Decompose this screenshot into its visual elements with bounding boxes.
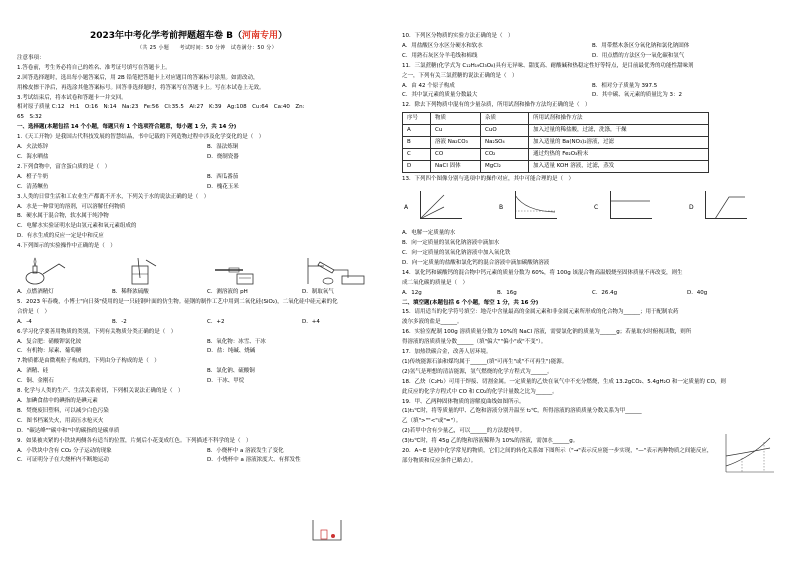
option: D．制取氧气 — [302, 289, 334, 296]
option: D．烧制瓷器 — [207, 153, 239, 160]
question-text: 8. 化学与人类的生产、生活关系密切，下列相关说法正确的是（ ） — [17, 388, 184, 395]
question-options — [17, 318, 397, 328]
question-text: 成二氧化碳的质量是（ ） — [402, 279, 469, 286]
note-line: 3.考试结束后，将本试卷和答题卡一并交回。 — [17, 94, 127, 101]
question-options — [17, 456, 397, 466]
question-text: 6.学习化学要善用物质的类别，下列有关物质分类正确的是（ ） — [17, 328, 177, 335]
option: D．向一定质量的盐酸和氯化钙的混合溶液中滴加碳酸钠溶液 — [402, 259, 550, 266]
option: A．复合肥：硝酸钾氯化铵 — [17, 338, 82, 345]
question-text: 1.《天工开物》是我国古代科技发展的智慧结晶，书中记载的下列造物过程中涉及化学变化的是（ ） — [17, 134, 265, 141]
table-row — [403, 161, 709, 173]
solubility-curve-figure — [720, 432, 776, 481]
table-row — [403, 125, 709, 137]
question-text: 合价是（ ） — [17, 308, 51, 315]
ph-test-figure — [207, 256, 302, 286]
sub-question: 乙（填">""<"或"="）。 — [402, 418, 462, 425]
question-text: 16．实验室配制 100g 溶质质量分数为 10%的 NaCl 溶液，需要氯化钠的质量为______g；若量取水时俯视读数，则所 — [402, 329, 692, 336]
option: C．清蒸鳜鱼 — [17, 183, 49, 190]
option: B．氯化钠、硫酸铜 — [207, 368, 255, 375]
note-line: 注意事项： — [17, 54, 45, 61]
atomic-mass-line: 65 S:32 — [17, 114, 42, 121]
graph-options — [402, 187, 782, 227]
option: B．16g — [497, 289, 517, 296]
note-line: 用橡皮擦干净后，再选涂其他答案标号。回答非选择题时，将答案写在答题卡上。写在本试卷上无效。 — [17, 84, 265, 91]
table-header-cell: 所用试剂和操作方法 — [529, 113, 709, 125]
note-line: 2.回答选择题时，选出每小题答案后，用 2B 铅笔把答题卡上对应题目的答案标号涂黑。如需改动， — [17, 74, 259, 81]
graph-letter: B — [499, 204, 504, 212]
question-options — [17, 377, 397, 387]
question-options — [402, 82, 782, 92]
question-text: 得溶液的溶质质量分数______（填"偏大""偏小"或"不变"）。 — [402, 339, 547, 346]
table-cell: Na₂SO₄ — [481, 137, 529, 149]
table-header-cell: 序号 — [403, 113, 431, 125]
page-title: 2023年中考化学考前押题超车卷 B（河南专用） — [90, 31, 288, 41]
question-options — [17, 153, 397, 163]
option: C．其中氯元素的质量分数最大 — [402, 92, 478, 99]
atomic-mass-line: 相对原子质量 C:12 H:1 O:16 N:14 Na:23 Fe:56 Cl:35.5 Al:27 K:39 Ag:108 Cu:64 Ca:40 Zn: — [17, 104, 305, 111]
option: C．图书档案失火，用高压水枪灭火 — [17, 417, 104, 424]
table-cell: 加入过量的稀盐酸，过滤，洗涤，干燥 — [529, 125, 709, 137]
question-text: 15．请用适当的化学符号填空：地壳中含量最高的金属元素和非金属元素所形成的化合物为______；用于配制农药 — [402, 309, 679, 316]
table-cell: CuO — [481, 125, 529, 137]
option: B．氧化物：冰雪、干冰 — [207, 338, 266, 345]
question-options — [17, 288, 397, 298]
table-cell: 加入适量 KOH 溶液，过滤，蒸发 — [529, 161, 709, 173]
question-options — [402, 289, 782, 299]
option: C．有机物：尿素、葡萄糖 — [17, 348, 82, 355]
section-heading: 一、选择题(本题包括 14 个小题，每题只有 1 个选项符合题意，每小题 1 分，共 14 分) — [17, 124, 237, 131]
option: D．槐花玉米 — [207, 183, 239, 190]
question-text: 20．A~E 是初中化学常见的物质，它们之间的转化关系如下图所示（"→"表示反应能一步实现，"—"表示两种物质之间能反应， — [402, 448, 713, 455]
question-text: 部分物质和反应条件已略去）。 — [402, 458, 477, 464]
graph-c — [592, 187, 687, 225]
table-cell: 通过灼热的 Fe₂O₃粉末 — [529, 149, 709, 161]
right-column — [402, 32, 782, 467]
option: C．测溶液的 pH — [207, 289, 248, 296]
option: A．橙子牛奶 — [17, 173, 49, 180]
question-options — [17, 173, 397, 183]
lab-operation-figures — [17, 254, 397, 286]
table-cell: CO₂ — [481, 149, 529, 161]
table-cell: B — [403, 137, 431, 149]
option: D．40g — [687, 289, 708, 296]
option: D．盐：纯碱、烧碱 — [207, 348, 256, 355]
option: B．稀释浓硫酸 — [112, 289, 149, 296]
table-cell: 溶液 Na₂CO₃ — [431, 137, 481, 149]
option: A．酒精、硅 — [17, 368, 49, 375]
impurity-table — [402, 112, 709, 173]
option: B．用带燃木条区分氧化钠和氯化钠固体 — [592, 42, 690, 49]
table-cell: Cu — [431, 125, 481, 137]
option: C．铜、金刚石 — [17, 378, 54, 385]
table-row — [403, 149, 709, 161]
question-options — [17, 367, 397, 377]
question-text: 此反应的化学方程式中 CO 和 CO₂的化学计量数之比为______。 — [402, 388, 558, 395]
table-row — [403, 137, 709, 149]
table-cell: NaCl 固体 — [431, 161, 481, 173]
question-text: 11．三氯蔗糖(化学式为 C₁₂H₁₉Cl₃O₈)具有无异味、甜度高、耐酸碱和热稳定性好等特点，是目前最优秀的功能性甜味剂 — [402, 62, 694, 69]
alcohol-lamp-figure — [17, 256, 112, 286]
question-options — [402, 52, 782, 62]
question-text: 7.物质都是由微观粒子构成的，下列由分子构成的是（ ） — [17, 358, 160, 365]
question-options — [17, 183, 397, 193]
table-header-cell: 物质 — [431, 113, 481, 125]
question-options — [17, 447, 397, 457]
question-text: 9．如果被夹紧的小铁块两侧各有适当的位置，片刻后小花变成红色。下列描述不科学的是（ ） — [17, 437, 252, 444]
option: C．+2 — [207, 318, 225, 325]
sub-question: (1)t₁℃时，将等质量的甲、乙饱和溶液分别升温至 t₂℃，所得溶液的溶质质量分数关系为甲______ — [402, 408, 642, 415]
table-header-row — [403, 113, 709, 125]
graph-letter: C — [594, 204, 599, 212]
option: A．水是一种常见的溶剂，可以溶解任何物质 — [17, 203, 126, 210]
option: B．-2 — [112, 318, 127, 325]
table-header-cell: 杂质 — [481, 113, 529, 125]
region-label: 河南专用 — [242, 31, 279, 41]
option: B．焚烧废旧塑料，可以减少白色污染 — [17, 407, 109, 414]
question-text: 18．乙炔（C₂H₂）可用于焊接、切割金属。一定质量的乙炔在氧气中不充分燃烧，生成 13.2gCO₂、5.4gH₂O 和一定质量的 CO，则 — [402, 378, 726, 385]
graph-letter: D — [689, 204, 694, 212]
option: A．小铁块中含有 CO₂ 分子运动的现象 — [17, 447, 112, 454]
option: B．硬水属于混合物，软水属于纯净物 — [17, 213, 109, 220]
left-column — [17, 30, 397, 466]
option: C．26.4g — [592, 289, 618, 296]
option: A．12g — [402, 289, 422, 296]
question-text: 2.下列食物中，富含蛋白质的是（ ） — [17, 163, 111, 170]
question-options — [17, 347, 397, 357]
oxygen-setup-figure — [302, 256, 397, 286]
option: D．干冰、甲烷 — [207, 378, 245, 385]
table-cell: CO — [431, 149, 481, 161]
question-text: 5．2023 年春晚，小博士"向日葵"使用的是一只硅钢叶面的仿生物。硅钢的制作工艺中用到二氧化硅(SiO₂)，二氧化硅中硅元素的化 — [17, 298, 338, 305]
question-text: 12．除去下列物质中混有的少量杂质，所用试剂和操作方法均正确的是（ ） — [402, 102, 591, 109]
question-options — [402, 91, 782, 101]
option: D．用点燃的方法区分一氧化碳和氢气 — [592, 52, 685, 59]
dilute-sulfuric-acid-figure — [112, 256, 207, 286]
question-text: 波尔多液的盐是______。 — [402, 319, 463, 326]
option: C．向一定质量的氢氧化钠溶液中加入氧化铁 — [402, 249, 511, 256]
section-heading: 二、填空题(本题包括 6 个小题，每空 1 分，共 16 分) — [402, 299, 539, 306]
option: B．西瓜番茄 — [207, 173, 239, 180]
question-text: 17．加热铁碳合金，改善人居环境。 — [402, 349, 492, 356]
option: B．相对分子质量为 397.5 — [592, 82, 658, 89]
graph-b — [497, 187, 592, 225]
question-text: 之一，下列有关三氯蔗糖的说法正确的是（ ） — [402, 72, 518, 79]
note-line: 1.答卷前，考生务必将自己的姓名、准考证号填写在答题卡上。 — [17, 64, 171, 71]
table-cell: MgCl₂ — [481, 161, 529, 173]
option: C．电解水实验证明水是由氢元素和氧元素组成的 — [17, 223, 137, 230]
option: C．可证明分子在大烧杯内不断地运动 — [17, 457, 109, 464]
question-options — [17, 338, 397, 348]
option: A．-4 — [17, 318, 32, 325]
option: A．电解一定质量的水 — [402, 230, 456, 237]
sub-question: (3)t₂℃时，将 45g 乙的饱和溶液稀释为 10%的溶液，需加水______g。 — [402, 438, 579, 445]
graph-d — [687, 187, 782, 225]
graph-a — [402, 187, 497, 225]
question-text: 19．甲、乙两种固体物质的溶解度曲线如图所示。 — [402, 398, 525, 405]
option: D．小烧杯中 a 溶液浓度大、有挥发性 — [207, 457, 301, 464]
table-cell: A — [403, 125, 431, 137]
option: D．+4 — [302, 318, 320, 325]
option: A．用盐酸区分水区分硬水和软水 — [402, 42, 483, 49]
option: B．小烧杯中 a 溶液发生了变化 — [207, 447, 284, 454]
table-cell: 加入适量的 Ba(NO₃)₂溶液，过滤 — [529, 137, 709, 149]
question-options — [402, 42, 782, 52]
question-text: 14．氯化钙和碳酸钙的混合物中钙元素的质量分数为 60%，将 100g 该混合物高温煅烧至固体质量不再改变，则生 — [402, 269, 683, 276]
option: D．其中碳、氧元素的质量比为 3：2 — [592, 92, 682, 99]
sub-question: (1)传统能源石油和煤均属于______(填"可再生"或"不可再生")能源。 — [402, 358, 568, 365]
option: A．火法炼锌 — [17, 144, 49, 151]
option: D．"碳达峰""碳中和"中的碳指的是碳单质 — [17, 427, 120, 434]
sub-question: (2)氢气是理想的清洁能源，氢气燃烧的化学方程式为______。 — [402, 368, 553, 375]
option: A．点燃酒精灯 — [17, 289, 54, 296]
option: B．向一定质量的氢氧化钠溶液中滴加水 — [402, 240, 500, 247]
question-text: 13．下列四个图像分别与选项中的操作对应，其中可能合理的是（ ） — [402, 176, 575, 183]
option: C．海水晒盐 — [17, 153, 49, 160]
option: C．用熟石灰区分羊毛线和棉线 — [402, 52, 478, 59]
option: B．湿法炼铜 — [207, 144, 239, 151]
option: A．加碘食盐中的碘指的是碘元素 — [17, 398, 98, 404]
question-options — [17, 143, 397, 153]
question-text: 4.下列图示的实验操作中正确的是（ ） — [17, 243, 116, 250]
question-text: 3.人类的日常生活和工农业生产都离不开水，下列关于水的说法正确的是（ ） — [17, 193, 210, 200]
beaker-figure — [307, 518, 347, 547]
question-text: 10．下列区分物质的实验方法正确的是（ ） — [402, 33, 514, 39]
option: D．有水生成的反应一定是中和反应 — [17, 233, 104, 240]
table-cell: D — [403, 161, 431, 173]
graph-letter: A — [404, 204, 409, 212]
option: A．由 42 个原子构成 — [402, 82, 455, 89]
sub-question: (2)若甲中含有少量乙，可以______的方法提纯甲。 — [402, 428, 526, 435]
table-cell: C — [403, 149, 431, 161]
exam-subtitle: （共 25 小题 考试时间：50 分钟 试卷满分：50 分） — [137, 45, 277, 51]
